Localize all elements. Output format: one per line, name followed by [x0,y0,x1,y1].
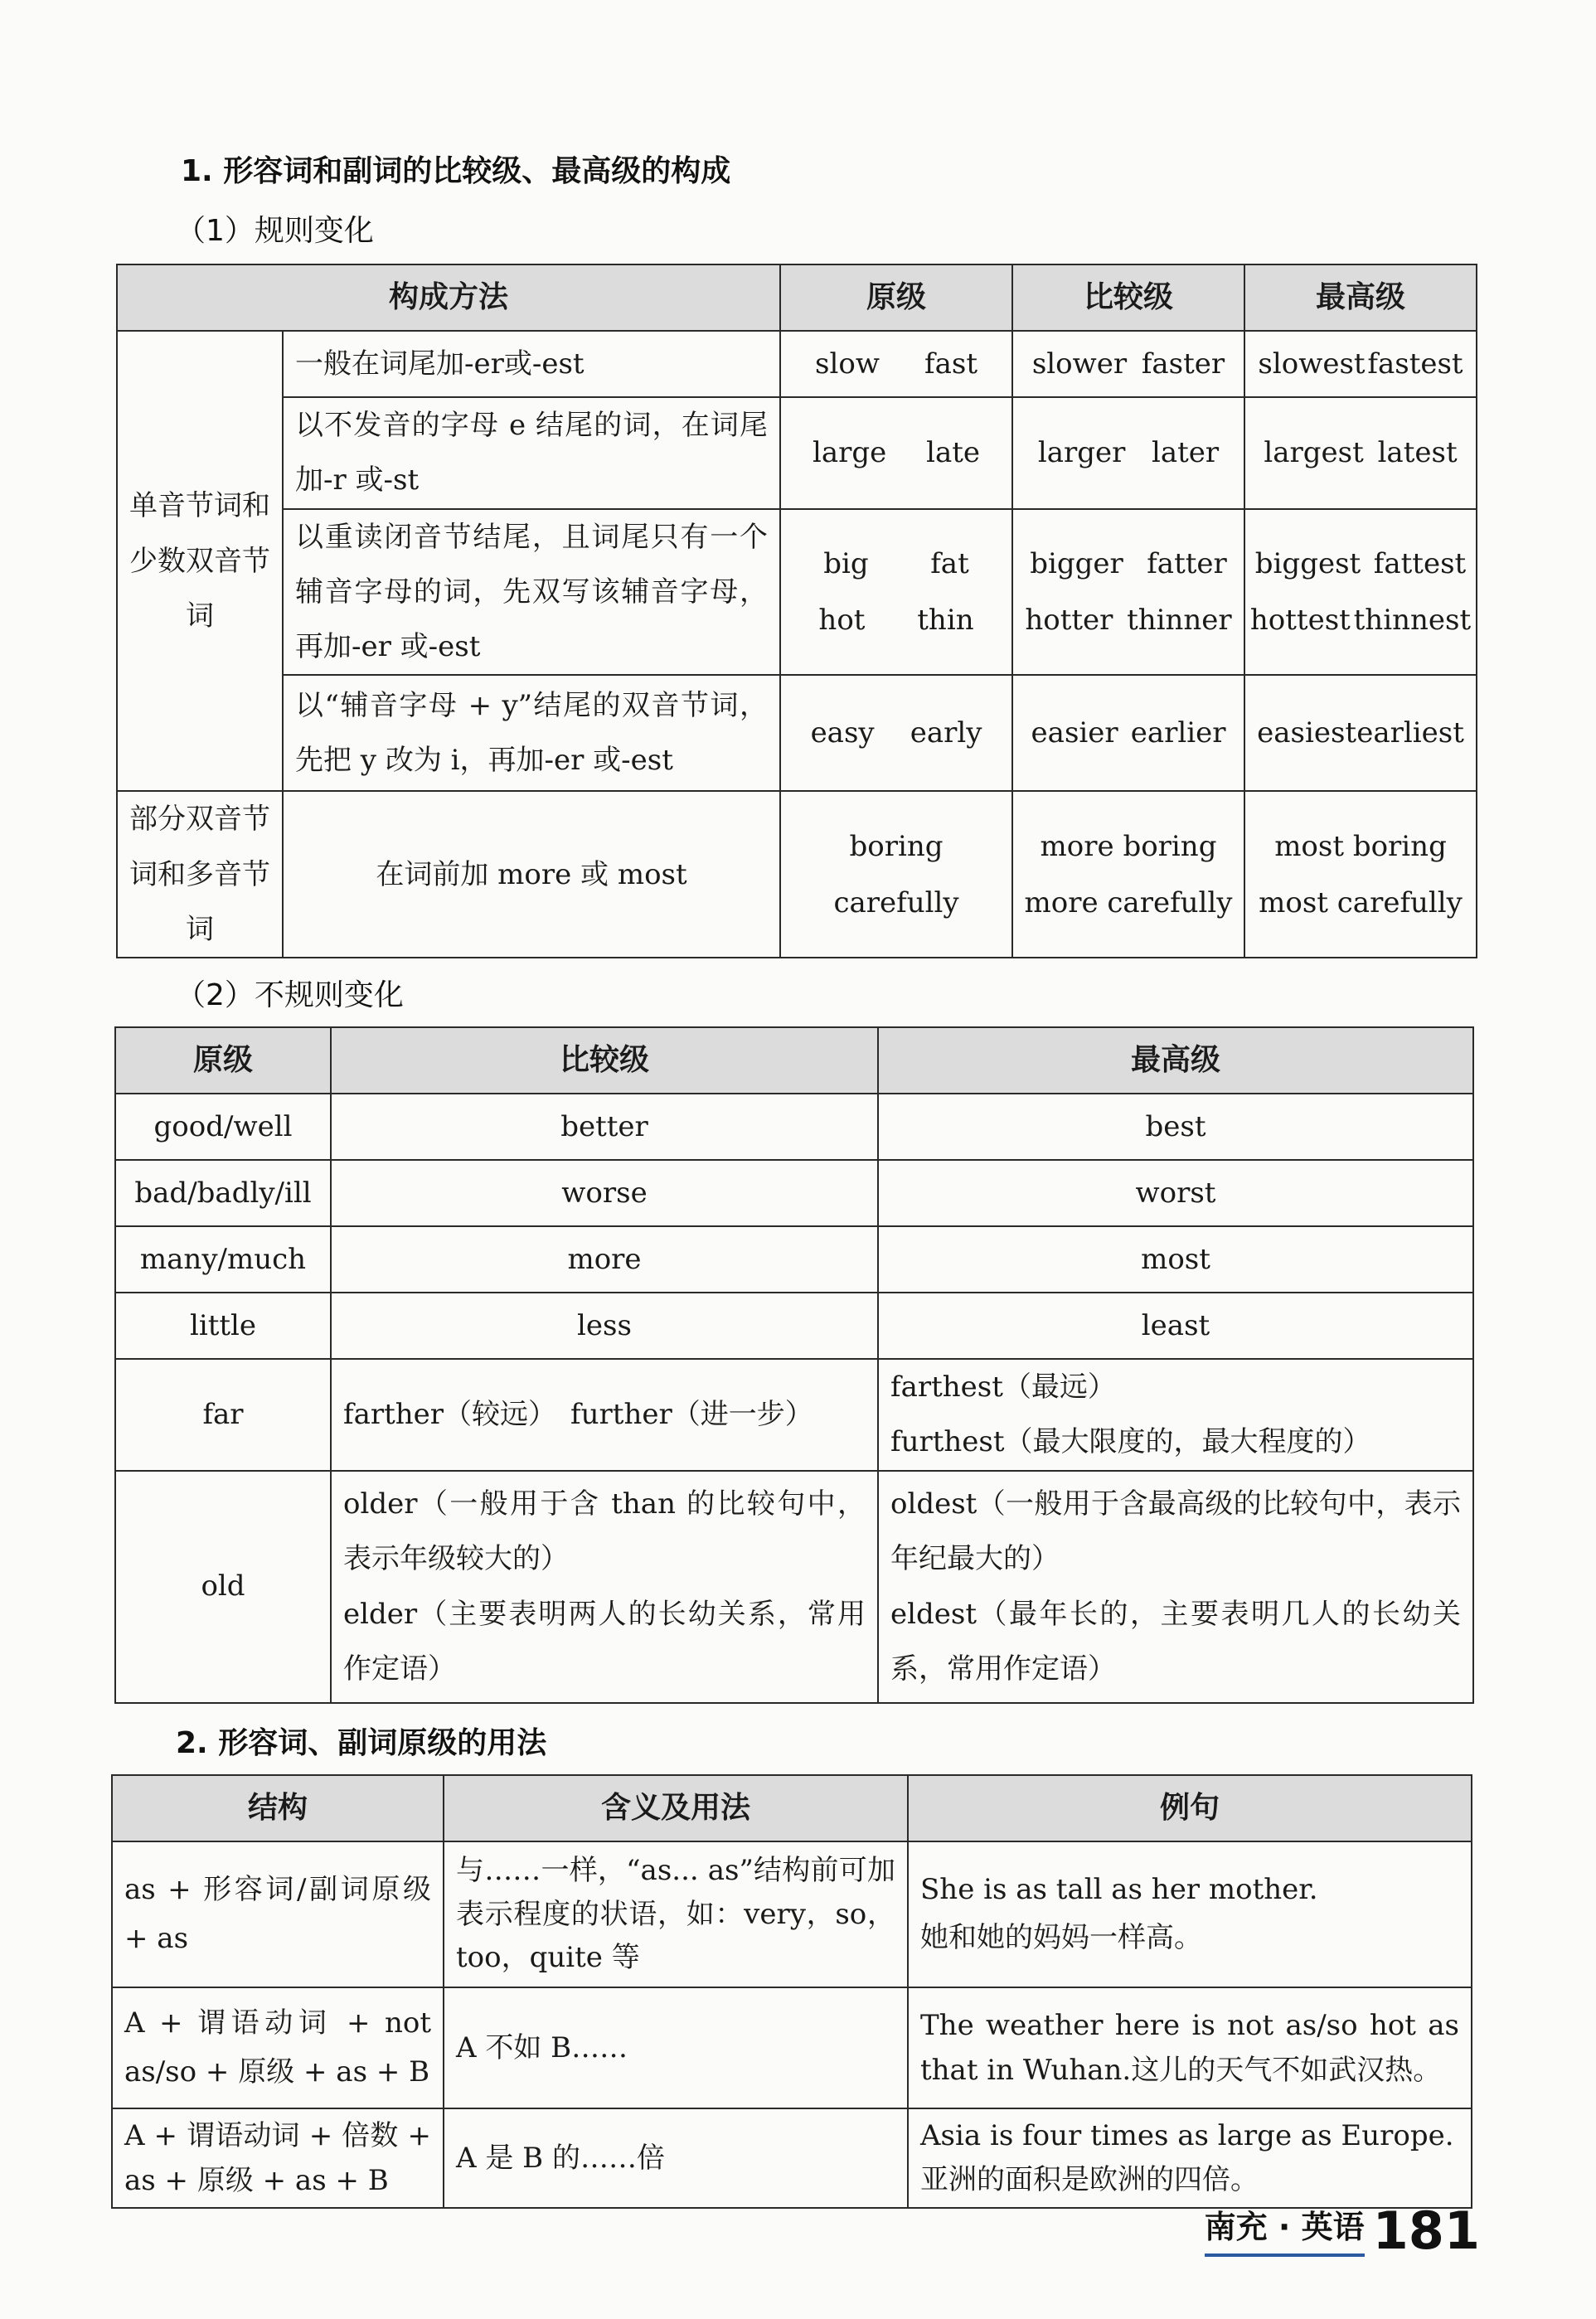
header-example: 例句 [908,1775,1472,1841]
header-comparative: 比较级 [331,1027,878,1094]
positive-cell: good/well [115,1094,331,1160]
structure-cell: A + 谓语动词 + not as/so + 原级 + as + B [112,1987,444,2108]
table-row [112,1987,1472,2108]
table-row [117,675,1477,791]
header-superlative: 最高级 [1244,264,1477,331]
table-row [115,1226,1473,1293]
table-row [117,791,1477,958]
comparative-cell: larger later [1012,397,1244,509]
superlative-cell: slowest fastest [1244,331,1477,397]
table-row [117,331,1477,397]
comparative-cell: more boring more carefully [1012,791,1244,958]
positive-cell: large late [780,397,1012,509]
example-cell: Asia is four times as large as Europe. 亚洲的面积是欧洲的四倍。 [908,2108,1472,2208]
superlative-cell: least [878,1293,1473,1359]
method-cell: 以不发音的字母 e 结尾的词，在词尾加-r 或-st [283,397,780,509]
positive-cell: old [115,1471,331,1703]
superlative-cell: largest latest [1244,397,1477,509]
example-cell: She is as tall as her mother. 她和她的妈妈一样高。 [908,1841,1472,1987]
comparative-cell: less [331,1293,878,1359]
comparative-cell: better [331,1094,878,1160]
regular-table [116,264,1477,958]
table-row [117,509,1477,676]
comparative-cell: more [331,1226,878,1293]
positive-cell: easy early [780,675,1012,791]
structure-cell: as + 形容词/副词原级 + as [112,1841,444,1987]
group-label-monosyllabic: 单音节词和少数双音节词 [117,331,283,791]
table-row [117,397,1477,509]
superlative-cell: worst [878,1160,1473,1226]
table-row [112,1841,1472,1987]
page-number: 181 [1372,2200,1480,2261]
superlative-cell: oldest（一般用于含最高级的比较句中，表示年纪最大的） eldest（最年长的，主要表明几人的长幼关系，常用作定语） [878,1471,1473,1703]
superlative-cell: biggest fattest hottest thinnest [1244,509,1477,676]
usage-table [111,1774,1472,2209]
header-meaning: 含义及用法 [444,1775,908,1841]
method-cell: 一般在词尾加-er或-est [283,331,780,397]
positive-cell: slow fast [780,331,1012,397]
table-row [115,1094,1473,1160]
page-footer [1204,2200,1480,2261]
table-row [112,2108,1472,2208]
regular-change-label: （1）规则变化 [176,214,374,248]
meaning-cell: 与……一样，“as... as”结构前可加表示程度的状语，如：very，so，too，quite 等 [444,1841,908,1987]
superlative-cell: most [878,1226,1473,1293]
irregular-change-label: （2）不规则变化 [176,978,404,1012]
table-header-row [115,1027,1473,1094]
positive-cell: bad/badly/ill [115,1160,331,1226]
superlative-cell: farthest（最远） furthest（最大限度的，最大程度的） [878,1359,1473,1471]
table-row [115,1293,1473,1359]
superlative-cell: easiest earliest [1244,675,1477,791]
comparative-cell: farther（较远） further（进一步） [331,1359,878,1471]
method-cell: 在词前加 more 或 most [283,791,780,958]
comparative-cell: easier earlier [1012,675,1244,791]
positive-cell: far [115,1359,331,1471]
meaning-cell: A 是 B 的……倍 [444,2108,908,2208]
positive-cell: boring carefully [780,791,1012,958]
table-header-row [117,264,1477,331]
section2-title: 2. 形容词、副词原级的用法 [176,1726,547,1760]
header-method: 构成方法 [117,264,780,331]
header-positive: 原级 [115,1027,331,1094]
method-cell: 以重读闭音节结尾，且词尾只有一个辅音字母的词，先双写该辅音字母，再加-er 或-est [283,509,780,676]
section1-title: 1. 形容词和副词的比较级、最高级的构成 [181,154,731,188]
table-row [115,1160,1473,1226]
method-cell: 以“辅音字母 + y”结尾的双音节词，先把 y 改为 i，再加-er 或-est [283,675,780,791]
comparative-cell: older（一般用于含 than 的比较句中，表示年级较大的） elder（主要表明两人的长幼关系，常用作定语） [331,1471,878,1703]
structure-cell: A + 谓语动词 + 倍数 + as + 原级 + as + B [112,2108,444,2208]
header-superlative: 最高级 [878,1027,1473,1094]
footer-label: 南充 · 英语 [1205,2201,1365,2257]
header-structure: 结构 [112,1775,444,1841]
comparative-cell: slower faster [1012,331,1244,397]
table-row [115,1359,1473,1471]
header-comparative: 比较级 [1012,264,1244,331]
irregular-table [114,1026,1474,1704]
superlative-cell: best [878,1094,1473,1160]
group-label-polysyllabic: 部分双音节词和多音节词 [117,791,283,958]
comparative-cell: bigger fatter hotter thinner [1012,509,1244,676]
positive-cell: many/much [115,1226,331,1293]
comparative-cell: worse [331,1160,878,1226]
header-positive: 原级 [780,264,1012,331]
positive-cell: big fat hot thin [780,509,1012,676]
table-header-row [112,1775,1472,1841]
positive-cell: little [115,1293,331,1359]
superlative-cell: most boring most carefully [1244,791,1477,958]
example-cell: The weather here is not as/so hot as that in Wuhan.这儿的天气不如武汉热。 [908,1987,1472,2108]
meaning-cell: A 不如 B…… [444,1987,908,2108]
table-row [115,1471,1473,1703]
